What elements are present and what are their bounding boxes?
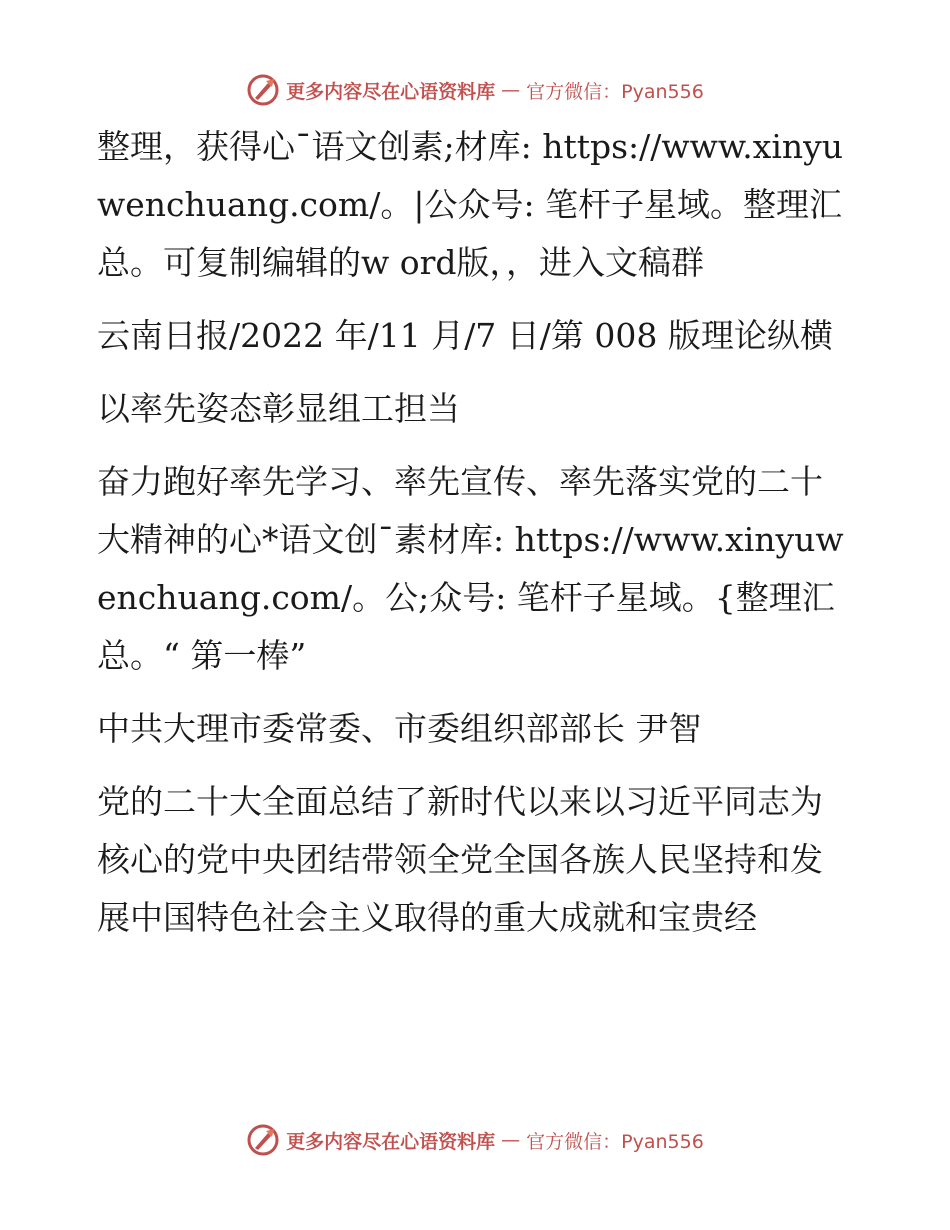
footer-main-text: 更多内容尽在心语资料库 xyxy=(286,1130,496,1153)
paragraph-body: 党的二十大全面总结了新时代以来以习近平同志为核心的党中央团结带领全党全国各族人民坚持和发展中国特色社会主义取得的重大成就和宝贵经 xyxy=(97,782,823,937)
header-banner xyxy=(0,68,950,112)
footer-wechat-text: 官方微信：Pyan556 xyxy=(526,1130,704,1153)
paragraph-publication-info: 云南日报/2022 年/11 月/7 日/第 008 版理论纵横 xyxy=(97,316,833,355)
footer-dash: — xyxy=(501,1129,521,1151)
document-body xyxy=(97,118,853,947)
header-banner-inner xyxy=(246,73,704,107)
banner-main-text: 更多内容尽在心语资料库 xyxy=(286,80,496,103)
article-subtitle: 奋力跑好率先学习、率先宣传、率先落实党的二十大精神的心*语文创¯素材库: https://www.xinyuwenchuang.com/。公;众号: 笔杆子星域。{整理汇总。“ 第一棒” xyxy=(97,462,844,675)
footer-banner-inner xyxy=(246,1123,704,1157)
banner-wechat-text: 官方微信：Pyan556 xyxy=(526,80,704,103)
quill-logo-icon xyxy=(246,1123,280,1157)
footer-banner xyxy=(0,1118,950,1162)
quill-logo-icon xyxy=(246,73,280,107)
banner-dash: — xyxy=(501,79,521,101)
article-title: 以率先姿态彰显组工担当 xyxy=(97,389,460,428)
paragraph-source-note: 整理，获得心¯语文创素;材库: https://www.xinyuwenchuang.com/。|公众号: 笔杆子星域。整理汇总。可复制编辑的w ord版，，进入文稿群 xyxy=(97,127,844,282)
author-line: 中共大理市委常委、市委组织部部长 尹智 xyxy=(97,709,702,748)
